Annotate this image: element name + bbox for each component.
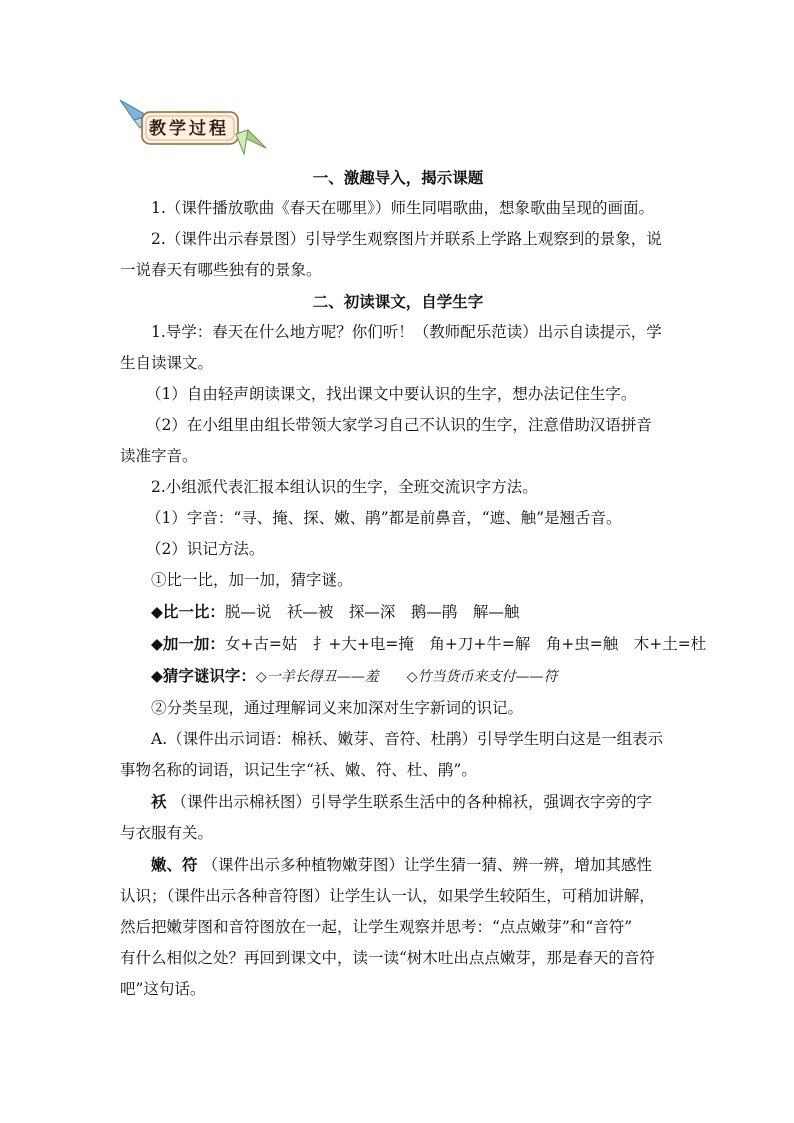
riddle-row: [120, 660, 676, 693]
paragraph: （1）自由轻声朗读课文，找出课文中要认识的生字，想办法记住生字。: [146, 385, 637, 403]
ao-paragraph: [120, 786, 676, 818]
lesson-content: [120, 162, 707, 1005]
paragraph-continuation: 生自读课文。: [120, 354, 214, 372]
paragraph: 1.导学：春天在什么地方呢？你们听！（教师配乐范读）出示自读提示，学: [151, 323, 662, 341]
paragraph-continuation: 认识；（课件出示各种音符图）让学生认一认，如果学生较陌生，可稍加讲解，: [120, 887, 655, 905]
paragraph-continuation: 读准字音。: [120, 447, 198, 465]
paragraph-continuation: 与衣服有关。: [120, 824, 214, 842]
paragraph: A.（课件出示词语：棉袄、嫩芽、音符、杜鹃）引导学生明白这是一组表示: [151, 730, 664, 748]
add-text: 女+古=姑 扌+大+电=掩 角+刀+牛=解 角+虫=触 木+土=杜: [224, 635, 707, 653]
riddle-one: ◇一羊长得丑——羞: [255, 669, 379, 685]
ao-text: （课件出示棉袄图）引导学生联系生活中的各种棉袄，强调衣字旁的字: [171, 793, 652, 811]
paragraph-continuation: 有什么相似之处？再回到课文中，读一读“树木吐出点点嫩芽，那是春天的音符: [120, 949, 655, 967]
paragraph: 1.（课件播放歌曲《春天在哪里》）师生同唱歌曲，想象歌曲呈现的画面。: [151, 199, 655, 217]
paragraph: （2）在小组里由组长带领大家学习自己不认识的生字，注意借助汉语拼音: [146, 416, 652, 434]
ao-label: 袄: [151, 792, 167, 811]
nen-label: 嫩、符: [151, 855, 198, 874]
paragraph: ②分类呈现，通过理解词义来加深对生字新词的识记。: [151, 699, 524, 717]
nen-paragraph: [120, 849, 676, 881]
paragraph: 2.（课件出示春景图）引导学生观察图片并联系上学路上观察到的景象，说: [151, 230, 662, 248]
nen-text: （课件出示多种植物嫩芽图）让学生猜一猜、辨一辨，增加其感性: [202, 856, 652, 874]
paragraph-continuation: 吧”这句话。: [120, 980, 206, 998]
paragraph-continuation: 一说春天有哪些独有的景象。: [120, 261, 322, 279]
add-label: ◆加一加：: [151, 634, 225, 653]
paragraph: （1）字音：“寻、掩、探、嫩、鹃”都是前鼻音，“遮、触”是翘舌音。: [146, 509, 622, 527]
section-heading-1: 一、激趣导入，揭示课题: [312, 168, 484, 187]
add-row: [120, 628, 707, 660]
section-heading-2: 二、初读课文，自学生字: [312, 292, 484, 311]
compare-text: 脱—说 袄—被 探—深 鹅—鹃 解—触: [224, 603, 520, 621]
paragraph-continuation: 然后把嫩芽图和音符图放在一起，让学生观察并思考：“点点嫩芽”和“音符”: [120, 918, 633, 936]
compare-row: [120, 596, 676, 628]
riddle-label: ◆猜字谜识字：: [151, 666, 256, 685]
paragraph: （2）识记方法。: [146, 540, 265, 558]
paragraph: 2.小组派代表汇报本组认识的生字，全班交流识字方法。: [151, 478, 538, 496]
banner-title: 教学过程: [149, 119, 229, 139]
compare-label: ◆比一比：: [151, 602, 225, 621]
paragraph-continuation: 事物名称的词语，识记生字“袄、嫩、符、杜、鹃”。: [120, 761, 477, 779]
riddle-two: ◇竹当货币来支付——符: [406, 669, 558, 685]
paragraph: ①比一比，加一加，猜字谜。: [151, 571, 353, 589]
